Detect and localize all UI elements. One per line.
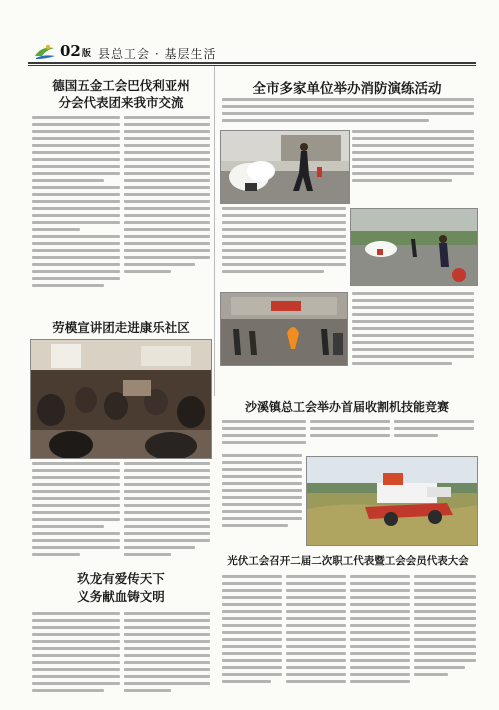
- article-3-body-col-2: [124, 462, 210, 562]
- article-4-body-col-3: [394, 420, 474, 448]
- section-title: 县总工会 · 基层生活: [98, 47, 217, 61]
- article-1-headline-line-1: 德国五金工会巴伐利亚州: [52, 78, 190, 93]
- article-5-body-col-1: [32, 612, 120, 702]
- article-1-body-col-1: [32, 116, 120, 332]
- column-divider: [214, 66, 215, 396]
- article-5-body-col-2: [124, 612, 210, 702]
- header-rule-thin: [28, 65, 476, 66]
- article-5-headline-line-2: 义务献血铸文明: [77, 589, 165, 604]
- article-2-photo-extinguisher-drill: [220, 130, 350, 204]
- article-6-body-col-2: [286, 575, 346, 702]
- article-1-headline-line-2: 分会代表团来我市交流: [58, 95, 184, 110]
- article-6-body-col-1: [222, 575, 282, 702]
- newspaper-logo-icon: [34, 44, 56, 60]
- article-3-photo-lecture-audience: [30, 339, 212, 459]
- article-6-body-col-4: [414, 575, 476, 702]
- article-5-headline-line-1: 玖龙有爱传天下: [77, 571, 165, 586]
- article-4-body-col-2: [310, 420, 390, 448]
- page-number: 02版: [60, 42, 91, 60]
- article-2-body-right-3: [352, 292, 474, 384]
- article-2-headline: 全市多家单位举办消防演练活动: [252, 81, 442, 97]
- article-2-body-left-2: [222, 207, 346, 287]
- article-4-photo-harvester: [306, 456, 478, 546]
- article-4-body-col-1: [222, 420, 306, 448]
- article-6-headline: 光伏工会召开二届二次职工代表暨工会会员代表大会: [227, 555, 469, 567]
- article-4-body-left: [222, 454, 302, 544]
- article-5-headline: [32, 570, 210, 606]
- article-4-headline: 沙溪镇总工会举办首届收割机技能竞赛: [244, 400, 449, 414]
- article-1-headline: [32, 77, 210, 111]
- article-2-photo-indoor-demo: [220, 292, 348, 366]
- article-6-body-col-3: [350, 575, 410, 702]
- article-2-intro: [222, 98, 474, 128]
- article-1-body-col-2: [124, 116, 210, 316]
- header-rule: [28, 62, 476, 64]
- article-3-headline: 劳模宣讲团走进康乐社区: [52, 320, 190, 335]
- article-3-body-col-1: [32, 462, 120, 562]
- article-2-photo-fire-drill-outdoor: [350, 208, 478, 286]
- article-2-body-right-1: [352, 130, 474, 196]
